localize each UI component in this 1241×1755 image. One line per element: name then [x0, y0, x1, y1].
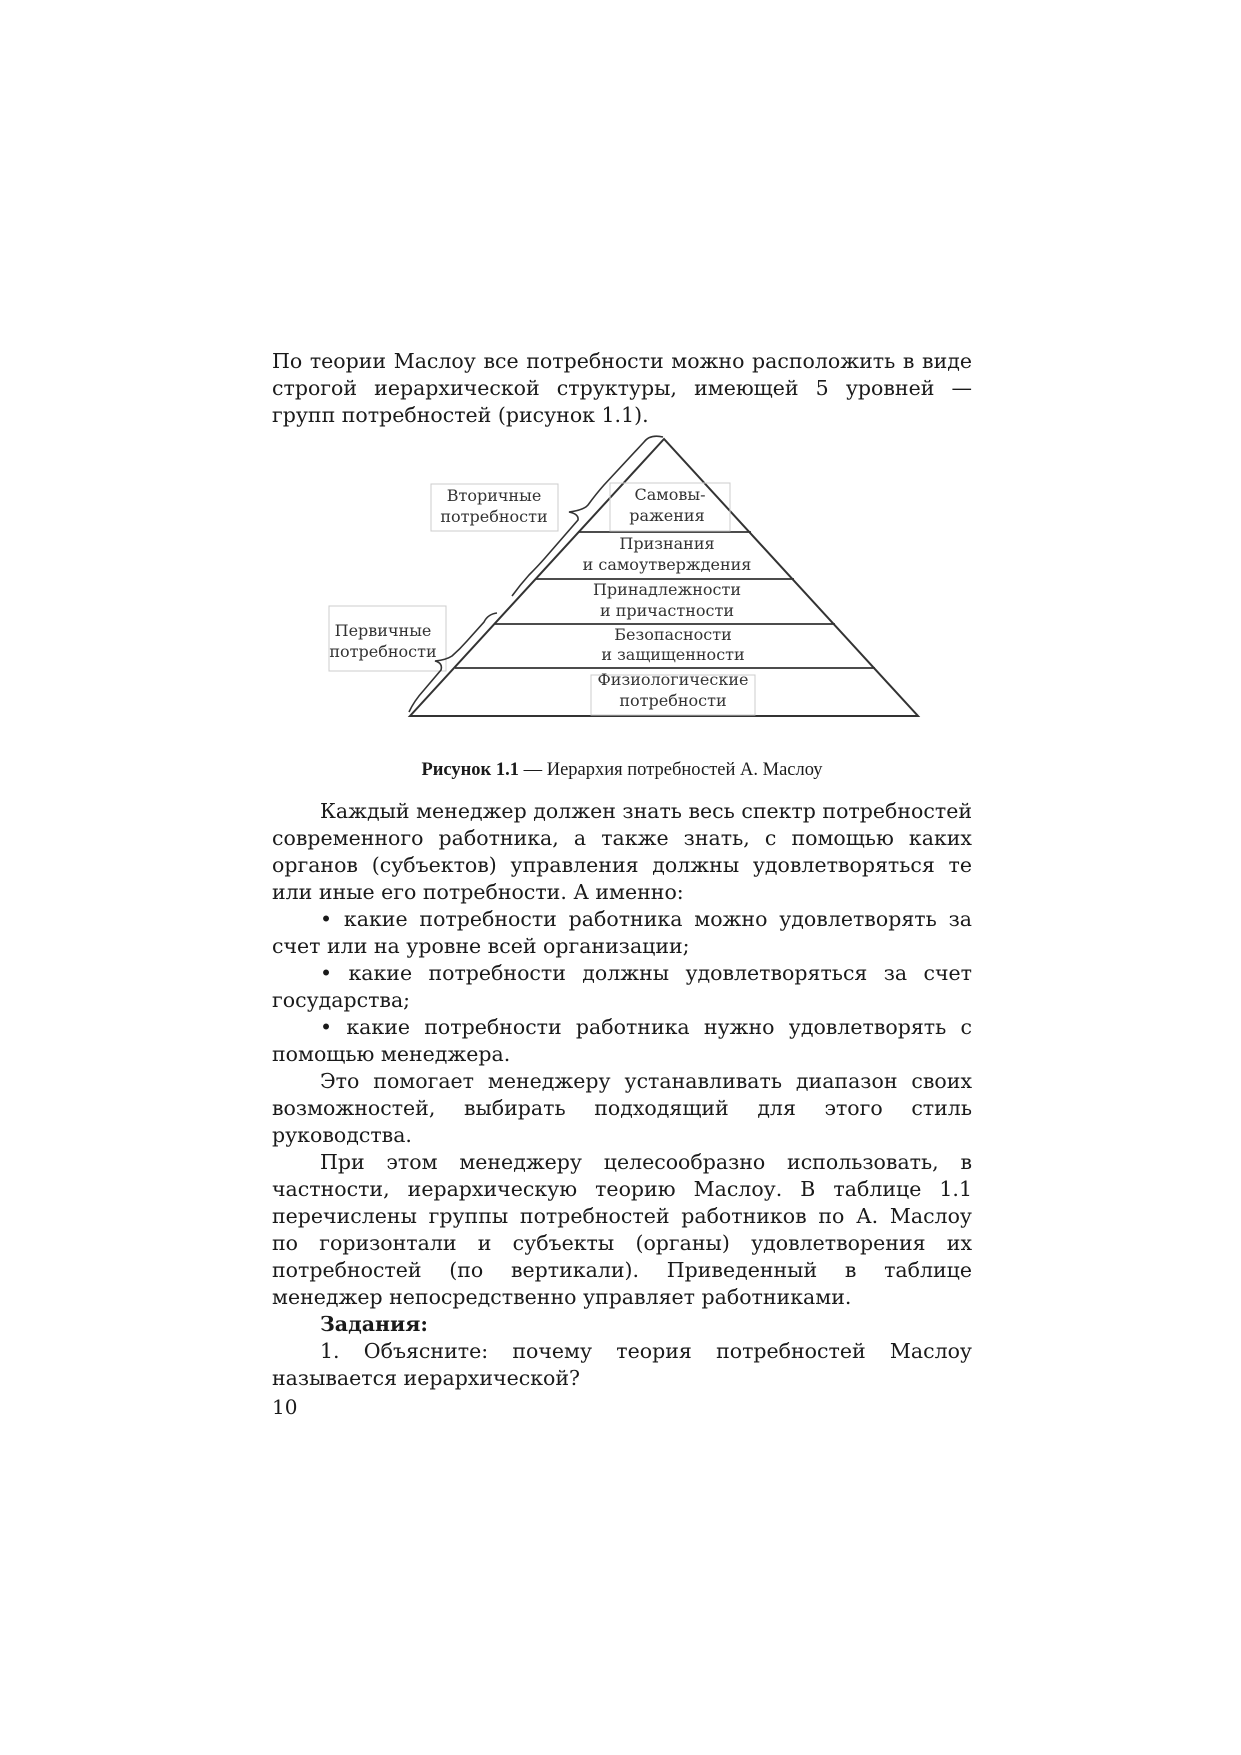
page-number: 10	[272, 1395, 298, 1419]
bullet-3: • какие потребности работника нужно удовлетворять с помощью менеджера.	[272, 1015, 972, 1066]
level-2-line2: и самоутверждения	[582, 555, 752, 574]
intro-text: По теории Маслоу все потребности можно расположить в виде строгой иерархической структуры, имеющей 5 уровней — групп потребностей (рисунок 1.1).	[272, 349, 972, 427]
figure-caption	[272, 758, 972, 782]
caption-text: — Иерархия потребностей А. Маслоу	[518, 760, 823, 780]
level-2-line1: Признания	[619, 534, 715, 553]
secondary-label-line2: потребности	[440, 507, 548, 526]
tasks-heading: Задания:	[320, 1312, 428, 1336]
bullet-2: • какие потребности должны удовлетворяться за счет государства;	[272, 961, 972, 1012]
level-5-line1: Физиологические	[597, 670, 749, 689]
level-4-line1: Безопасности	[614, 625, 732, 644]
caption-label: Рисунок 1.1	[421, 760, 519, 780]
level-1-line1: Самовы-	[634, 485, 706, 504]
paragraph-1: Каждый менеджер должен знать весь спектр потребностей современного работника, а также знать, с помощью каких органов (субъектов) управления должны удовлетворяться те или иные его потребности. А именно:	[272, 799, 972, 904]
paragraph-2: Это помогает менеджеру устанавливать диапазон своих возможностей, выбирать подходящий для этого стиль руководства.	[272, 1069, 972, 1147]
task-1: 1. Объясните: почему теория потребностей Маслоу называется иерархической?	[272, 1339, 972, 1390]
secondary-label-line1: Вторичные	[446, 486, 542, 505]
primary-label-line2: потребности	[329, 642, 437, 661]
body-text	[272, 798, 972, 1392]
primary-label-line1: Первичные	[334, 621, 432, 640]
level-1-line2: ражения	[629, 506, 705, 525]
level-3-line1: Принадлежности	[592, 580, 742, 599]
paragraph-3: При этом менеджеру целесообразно использовать, в частности, иерархическую теорию Маслоу. В таблице 1.1 перечислены группы потребностей работников по А. Маслоу по горизонтали и субъекты (органы) удовлетворения их потребностей (по вертикали). Приведенный в таблице менеджер непосредственно управляет работниками.	[272, 1150, 972, 1309]
maslow-pyramid-figure	[0, 0, 1241, 760]
level-4-line2: и защищенности	[601, 645, 745, 664]
level-3-line2: и причастности	[599, 601, 735, 620]
bullet-1: • какие потребности работника можно удовлетворять за счет или на уровне всей организации;	[272, 907, 972, 958]
level-5-line2: потребности	[619, 691, 727, 710]
